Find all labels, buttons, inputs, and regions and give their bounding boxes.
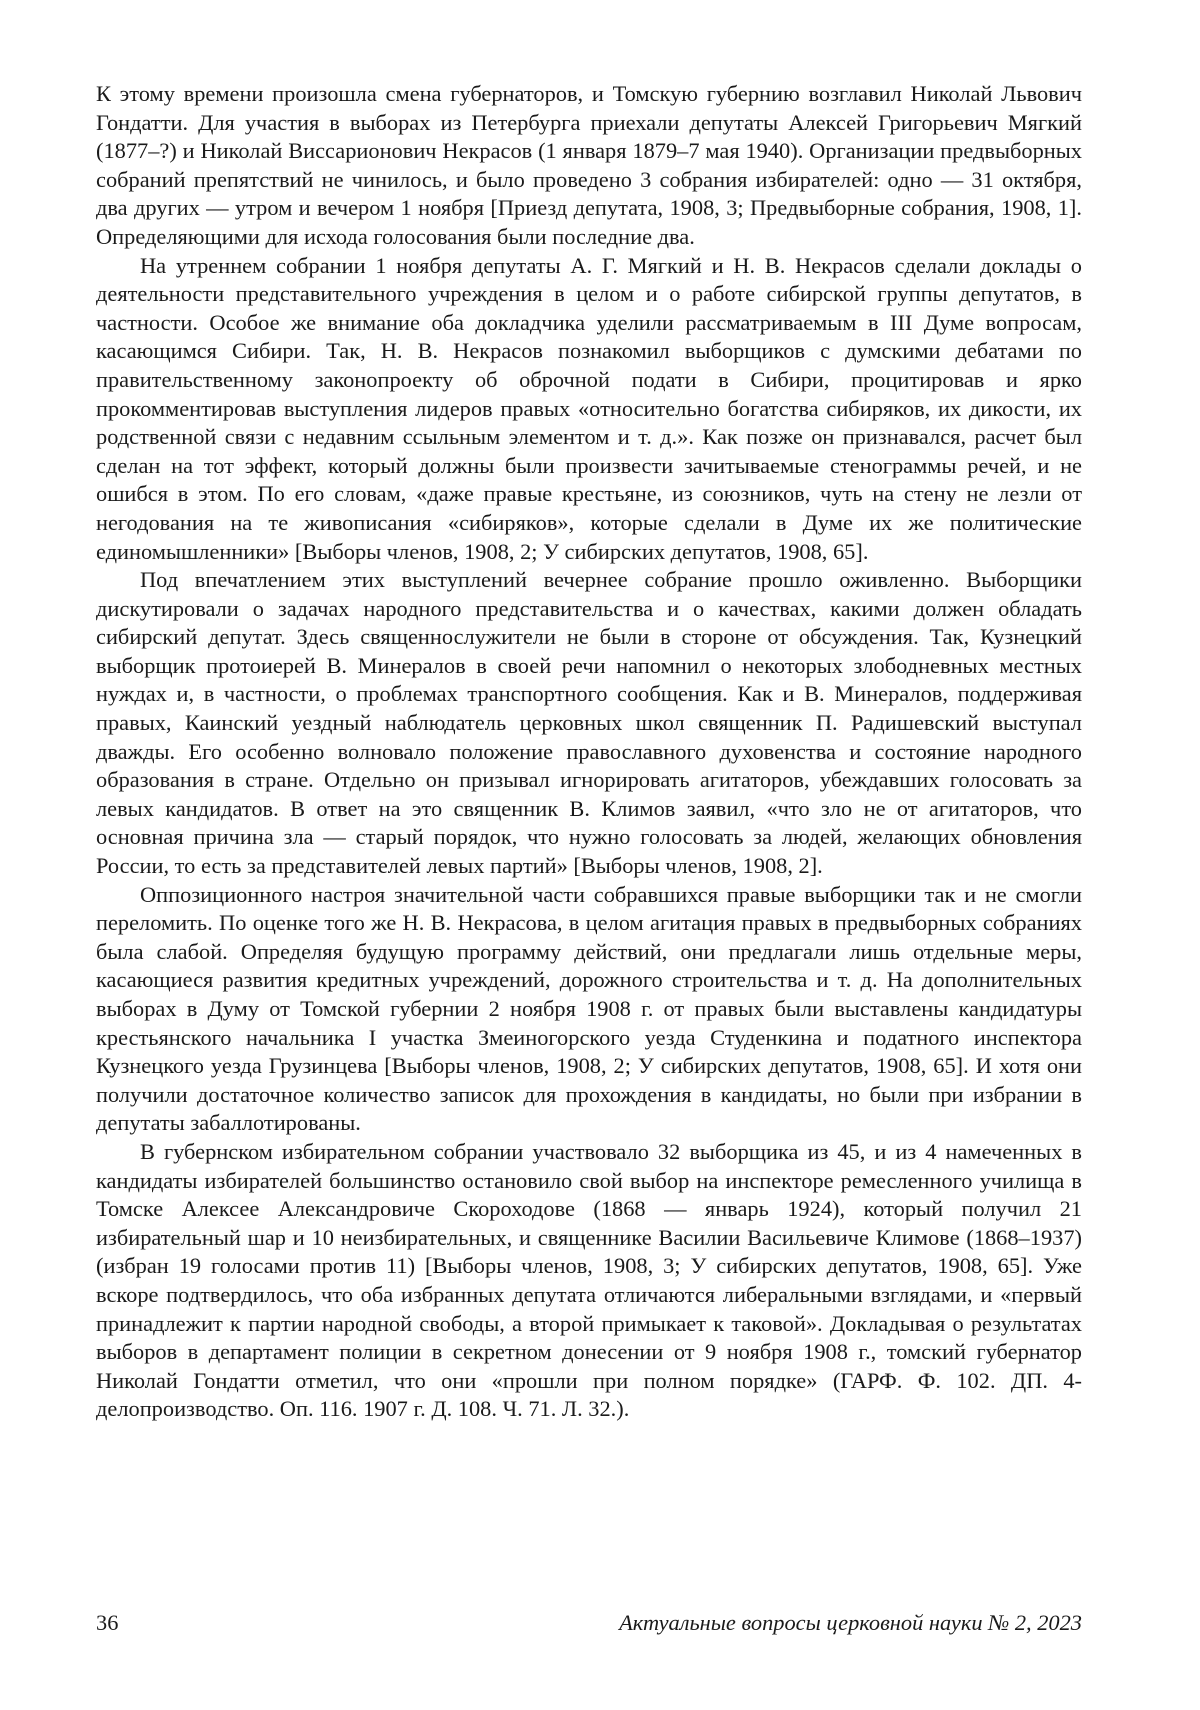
body-text — [96, 80, 1082, 1424]
paragraph-governor-change: К этому времени произошла смена губернаторов, и Томскую губернию возглавил Николай Львович Гондатти. Для участия в выборах из Петербурга приехали депутаты Алексей Григорьевич Мягкий (1877–?) и Николай Виссарионович Некрасов (1 января 1879–7 мая 1940). Организации предвыборных собраний препятствий не чинилось, и было проведено 3 собрания избирателей: одно — 31 октября, два других — утром и вечером 1 ноября [Приезд депутата, 1908, 3; Предвыборные собрания, 1908, 1]. Определяющими для исхода голосования были последние два. — [96, 81, 1082, 249]
page-number: 36 — [96, 1610, 119, 1635]
journal-running-title: Актуальные вопросы церковной науки № 2, 2023 — [619, 1610, 1082, 1635]
page-footer — [96, 1606, 1082, 1640]
paragraph-election-results: В губернском избирательном собрании участвовало 32 выборщика из 45, и из 4 намеченных в кандидаты избирателей большинство остановило свой выбор на инспекторе ремесленного училища в Томске Алексее Александровиче Скороходове (1868 — январь 1924), который получил 21 избирательный шар и 10 неизбирательных, и священнике Василии Васильевиче Климове (1868–1937) (избран 19 голосами против 11) [Выборы членов, 1908, 3; У сибирских депутатов, 1908, 65]. Уже вскоре подтвердилось, что оба избранных депутата отличаются либеральными взглядами, и «первый принадлежит к партии народной свободы, а второй примыкает к таковой». Докладывая о результатах выборов в департамент полиции в секретном донесении от 9 ноября 1908 г., томский губернатор Николай Гондатти отметил, что они «прошли при полном порядке» (ГАРФ. Ф. 102. ДП. 4-делопроизводство. Оп. 116. 1907 г. Д. 108. Ч. 71. Л. 32.). — [96, 1138, 1082, 1422]
paragraph-morning-meeting: На утреннем собрании 1 ноября депутаты А. Г. Мягкий и Н. В. Некрасов сделали доклады о деятельности представительного учреждения в целом и о работе сибирской группы депутатов, в частности. Особое же внимание оба докладчика уделили рассматриваемым в III Думе вопросам, касающимся Сибири. Так, Н. В. Некрасов познакомил выборщиков с думскими дебатами по правительственному законопроекту об оброчной подати в Сибири, процитировав и ярко прокомментировав выступления лидеров правых «относительно богатства сибиряков, их дикости, их родственной связи с недавним ссыльным элементом и т. д.». Как позже он признавался, расчет был сделан на тот эффект, который должны были произвести зачитываемые стенограммы речей, и не ошибся в этом. По его словам, «даже правые крестьяне, из союзников, чуть на стену не лезли от негодования на те живописания «сибиряков», которые сделали в Думе их же политические единомышленники» [Выборы членов, 1908, 2; У сибирских депутатов, 1908, 65]. — [96, 252, 1082, 564]
paragraph-opposition: Оппозиционного настроя значительной части собравшихся правые выборщики так и не смогли переломить. По оценке того же Н. В. Некрасова, в целом агитация правых в предвыборных собраниях была слабой. Определяя будущую программу действий, они предлагали лишь отдельные меры, касающиеся развития кредитных учреждений, дорожного строительства и т. д. На дополнительных выборах в Думу от Томской губернии 2 ноября 1908 г. от правых были выставлены кандидатуры крестьянского начальника I участка Змеиногорского уезда Студенкина и податного инспектора Кузнецкого уезда Грузинцева [Выборы членов, 1908, 2; У сибирских депутатов, 1908, 65]. И хотя они получили достаточное количество записок для прохождения в кандидаты, но были при избрании в депутаты забаллотированы. — [96, 881, 1082, 1136]
paragraph-evening-meeting: Под впечатлением этих выступлений вечернее собрание прошло оживленно. Выборщики дискутировали о задачах народного представительства и о качествах, какими должен обладать сибирский депутат. Здесь священнослужители не были в стороне от обсуждения. Так, Кузнецкий выборщик протоиерей В. Минералов в своей речи напомнил о некоторых злободневных местных нуждах и, в частности, о проблемах транспортного сообщения. Как и В. Минералов, поддерживая правых, Каинский уездный наблюдатель церковных школ священник П. Радишевский выступал дважды. Его особенно волновало положение православного духовенства и состояние народного образования в стране. Отдельно он призывал игнорировать агитаторов, убеждавших голосовать за левых кандидатов. В ответ на это священник В. Климов заявил, «что зло не от агитаторов, что основная причина зла — старый порядок, что нужно голосовать за людей, желающих обновления России, то есть за представителей левых партий» [Выборы членов, 1908, 2]. — [96, 567, 1082, 879]
